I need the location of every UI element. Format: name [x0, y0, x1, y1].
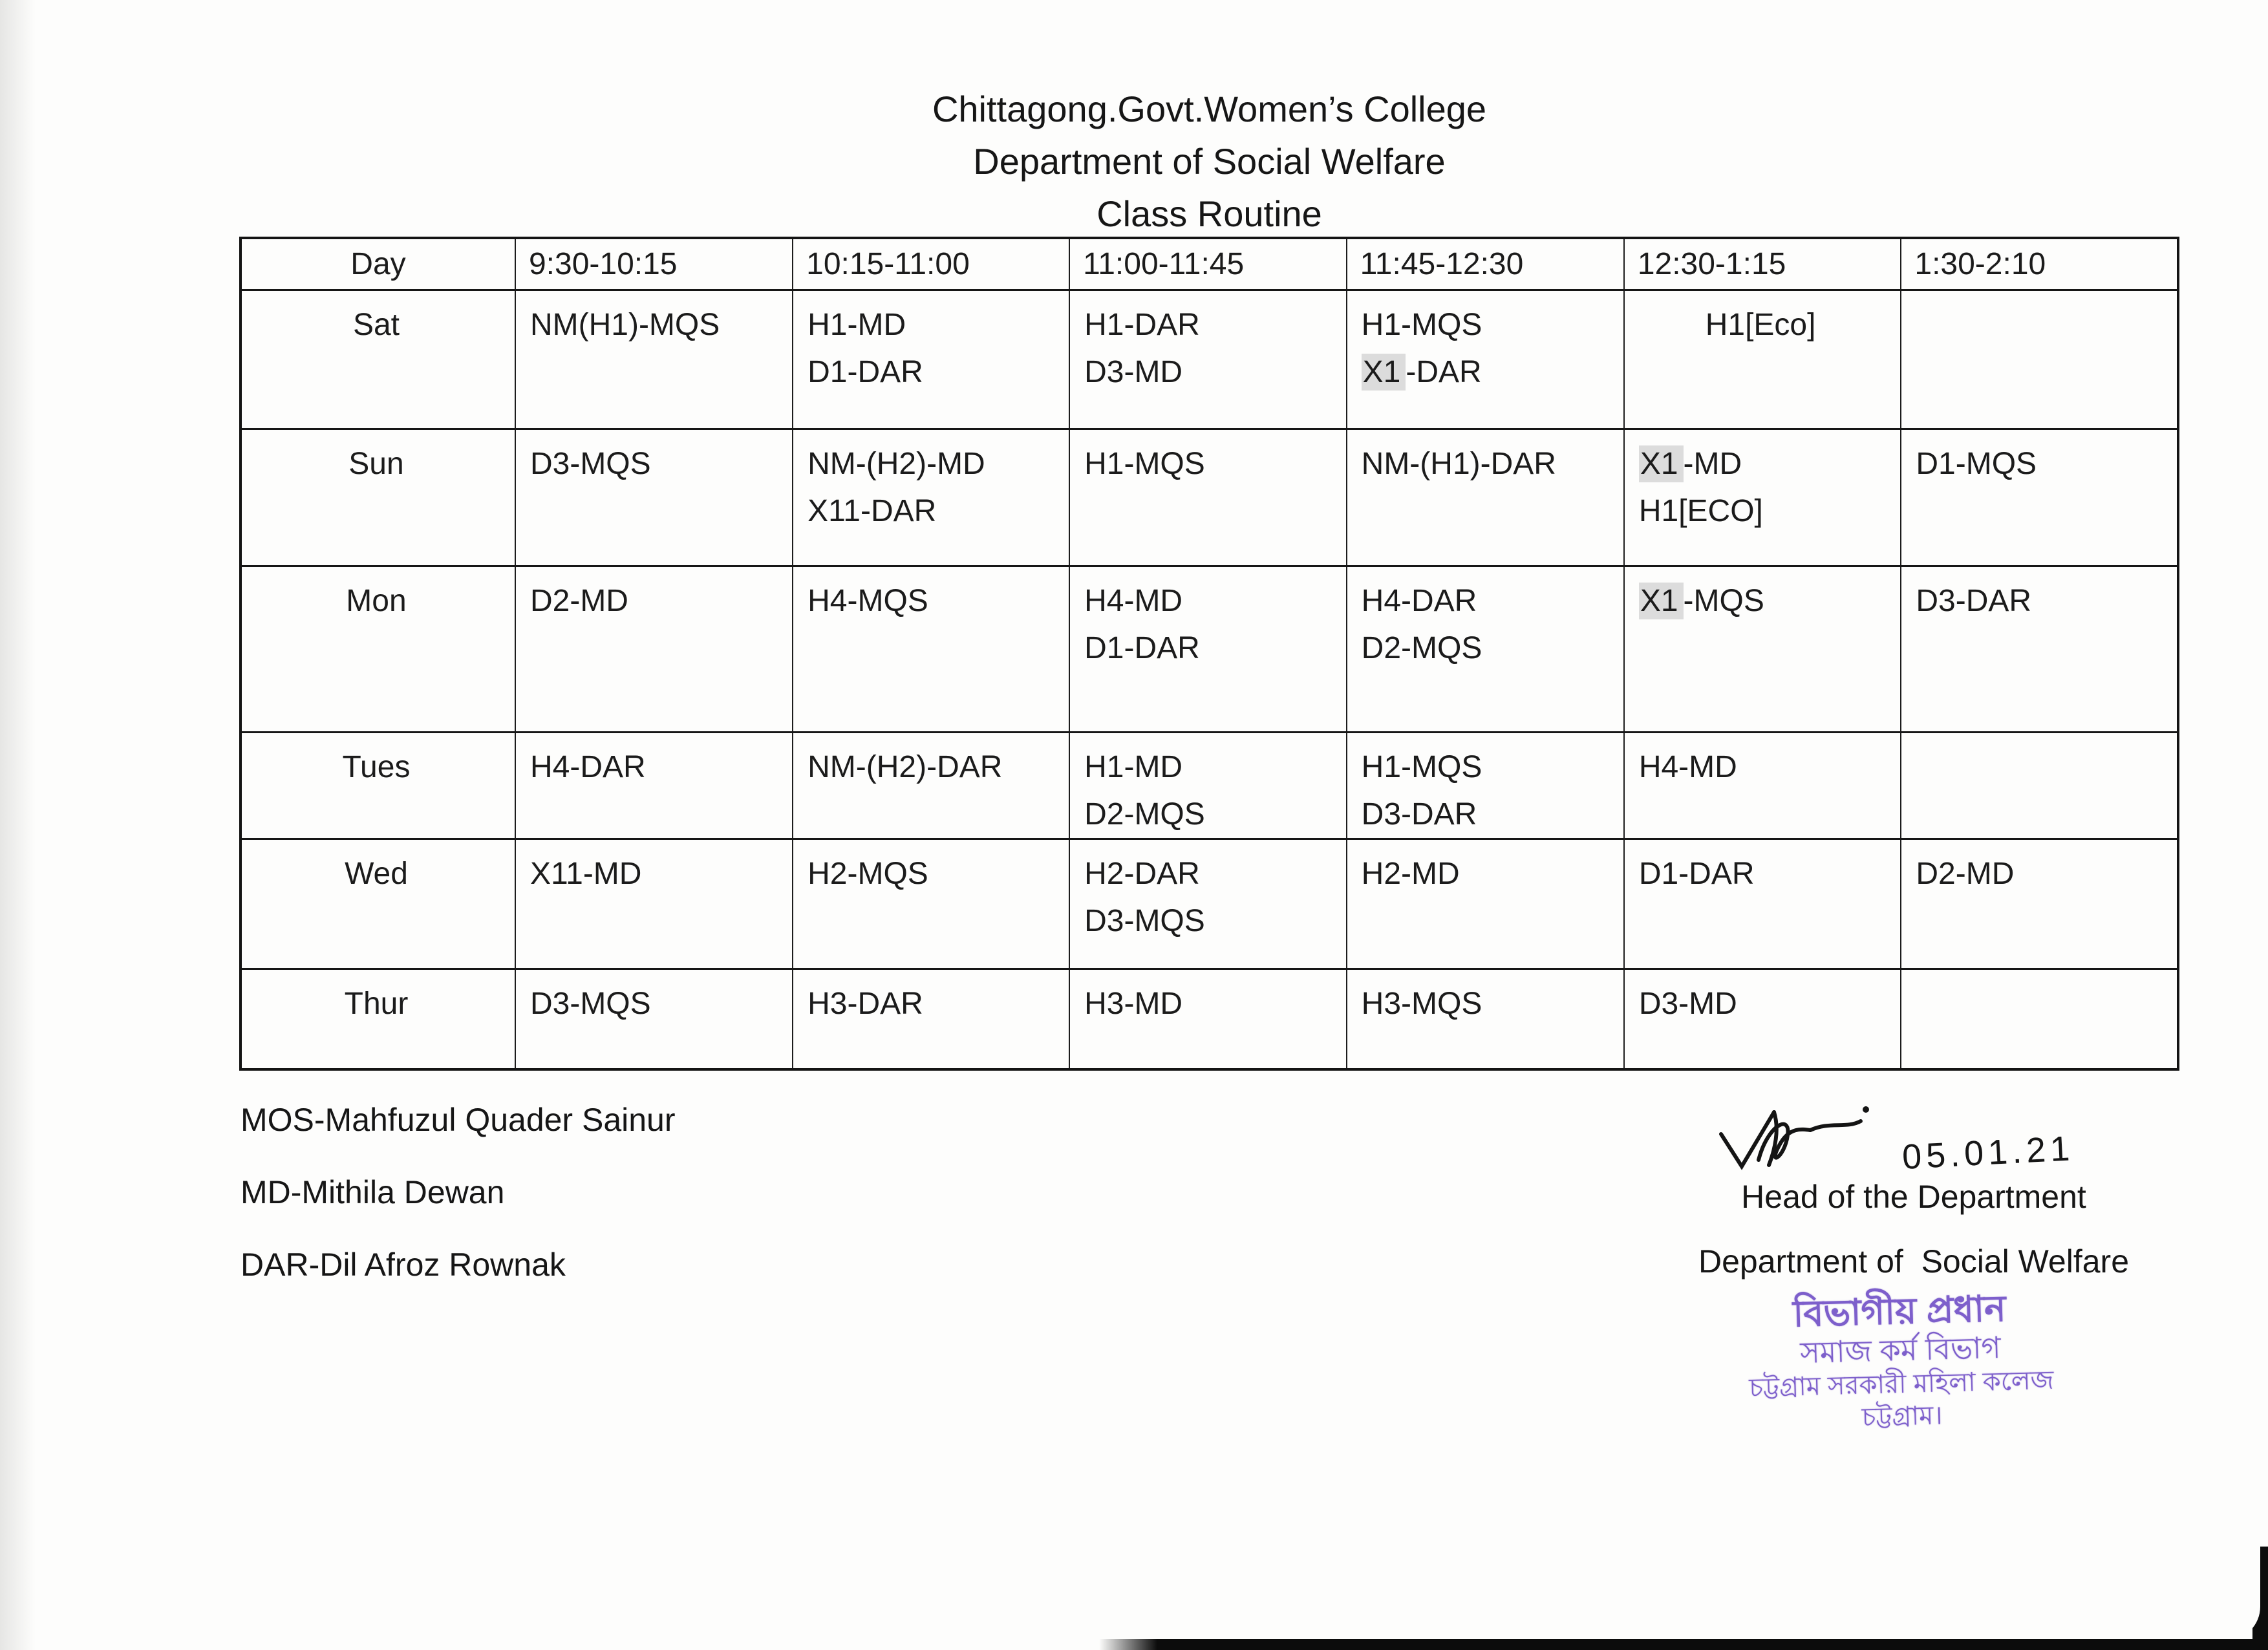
routine-cell [1347, 290, 1624, 429]
routine-cell [1901, 290, 2178, 429]
routine-cell [1901, 732, 2178, 839]
routine-cell [793, 969, 1069, 1069]
routine-cell [1069, 566, 1347, 732]
cell-line: H1[Eco] [1705, 307, 1816, 342]
class-routine-table [239, 237, 2179, 1071]
routine-cell [793, 732, 1069, 839]
cell-line: NM-(H1)-DAR [1361, 446, 1556, 481]
routine-cell [1624, 839, 1901, 969]
legend-item: DAR-Dil Afroz Rownak [241, 1247, 566, 1283]
routine-cell [1069, 839, 1347, 969]
cell-line: D2-MQS [1084, 797, 1205, 831]
document-title [239, 83, 2179, 240]
routine-cell [1624, 969, 1901, 1069]
routine-cell [1069, 429, 1347, 566]
legend-item: MOS-Mahfuzul Quader Sainur [241, 1102, 676, 1138]
cell-line: H4-DAR [1361, 583, 1477, 618]
cell-line: D3-MQS [530, 986, 651, 1021]
scan-edge-shade [0, 0, 36, 1650]
cell-line: D3-DAR [1361, 797, 1477, 831]
routine-cell [1624, 429, 1901, 566]
cell-line: H1-MQS [1361, 749, 1482, 784]
routine-cell [515, 566, 793, 732]
routine-cell [515, 732, 793, 839]
highlighted-text: X1 [1639, 583, 1684, 619]
cell-line: H1-MD [808, 307, 906, 342]
day-cell: Mon [241, 566, 515, 732]
cell-line: D1-DAR [808, 354, 923, 389]
day-cell: Wed [241, 839, 515, 969]
table-row [241, 969, 2178, 1069]
cell-line: X1 -MD [1640, 446, 1742, 481]
cell-line: D2-MD [530, 583, 628, 618]
routine-cell [1347, 839, 1624, 969]
title-line-department: Department of Social Welfare [973, 141, 1446, 182]
routine-cell [1069, 290, 1347, 429]
cell-line: NM(H1)-MQS [530, 307, 720, 342]
scanner-strip [1099, 1639, 2268, 1650]
header-row [241, 238, 2178, 290]
day-cell: Thur [241, 969, 515, 1069]
cell-line: H1[ECO] [1638, 493, 1763, 528]
cell-line: NM-(H2)-DAR [808, 749, 1003, 784]
day-cell: Sun [241, 429, 515, 566]
cell-line: X11-DAR [808, 493, 937, 528]
table-row [241, 839, 2178, 969]
highlighted-text: X1 [1639, 445, 1684, 482]
legend [241, 1102, 676, 1320]
cell-line: X11-MD [530, 856, 642, 891]
routine-cell [793, 566, 1069, 732]
title-line-college: Chittagong.Govt.Women’s College [932, 89, 1487, 129]
routine-cell [515, 429, 793, 566]
stamp-line: চট্টগ্রাম। [1861, 1401, 1943, 1432]
column-header: 12:30-1:15 [1624, 238, 1901, 290]
routine-cell [1901, 969, 2178, 1069]
table-row [241, 429, 2178, 566]
signature-dept-line: Department of Social Welfare [1698, 1243, 2130, 1280]
cell-line: H2-MD [1361, 856, 1460, 891]
routine-cell [1901, 839, 2178, 969]
cell-line: NM-(H2)-MD [808, 446, 985, 481]
cell-line: H2-MQS [808, 856, 928, 891]
signature-title-line: Head of the Department [1741, 1179, 2086, 1215]
routine-cell [1347, 969, 1624, 1069]
routine-cell [1624, 566, 1901, 732]
highlighted-text: X1 [1362, 354, 1406, 391]
cell-line: D1-DAR [1084, 630, 1200, 665]
routine-cell [1069, 732, 1347, 839]
cell-line: D3-DAR [1916, 583, 2032, 618]
routine-cell [1347, 566, 1624, 732]
routine-cell [1069, 969, 1347, 1069]
routine-cell [1347, 732, 1624, 839]
cell-line: D3-MQS [1084, 903, 1205, 938]
cell-line: H4-MQS [808, 583, 928, 618]
cell-line: H1-MQS [1084, 446, 1205, 481]
cell-line: H1-DAR [1084, 307, 1200, 342]
routine-cell [515, 290, 793, 429]
routine-body [241, 290, 2178, 1069]
column-header: 11:00-11:45 [1069, 238, 1347, 290]
routine-cell [515, 839, 793, 969]
cell-line: H1-MQS [1361, 307, 1482, 342]
table-row [241, 566, 2178, 732]
routine-cell [1347, 429, 1624, 566]
day-cell: Sat [241, 290, 515, 429]
routine-cell [793, 839, 1069, 969]
routine-cell [793, 429, 1069, 566]
cell-line: D3-MD [1084, 354, 1183, 389]
routine-cell [1901, 566, 2178, 732]
stamp-line: বিভাগীয় প্রধান [1792, 1287, 2007, 1334]
signature-date: 05.01.21 [1901, 1129, 2075, 1177]
column-header: 9:30-10:15 [515, 238, 793, 290]
table-row [241, 290, 2178, 429]
column-header: 11:45-12:30 [1347, 238, 1624, 290]
cell-line: H3-MD [1084, 986, 1183, 1021]
signature-icon [1712, 1103, 1912, 1177]
cell-line: D3-MD [1638, 986, 1737, 1021]
legend-item: MD-Mithila Dewan [241, 1174, 505, 1210]
routine-cell [1624, 290, 1901, 429]
page-corner [2202, 1530, 2260, 1640]
column-header: 1:30-2:10 [1901, 238, 2178, 290]
cell-line: D1-DAR [1638, 856, 1755, 891]
cell-line: H3-DAR [808, 986, 923, 1021]
cell-line: D1-MQS [1916, 446, 2037, 481]
cell-line: H2-DAR [1084, 856, 1200, 891]
column-header: Day [241, 238, 515, 290]
cell-line: X1 -DAR [1362, 354, 1482, 389]
routine-cell [1624, 732, 1901, 839]
cell-line: X1 -MQS [1640, 583, 1764, 618]
title-line-routine: Class Routine [1097, 193, 1322, 234]
day-cell: Tues [241, 732, 515, 839]
cell-line: D3-MQS [530, 446, 651, 481]
stamp-line: সমাজ কর্ম বিভাগ [1799, 1330, 2002, 1370]
stamp-line: চট্টগ্রাম সরকারী মহিলা কলেজ [1748, 1366, 2054, 1403]
cell-line: H1-MD [1084, 749, 1183, 784]
cell-line: D2-MQS [1361, 630, 1482, 665]
cell-line: H4-MD [1638, 749, 1737, 784]
cell-line: D2-MD [1916, 856, 2015, 891]
routine-cell [793, 290, 1069, 429]
cell-line: H4-MD [1084, 583, 1183, 618]
cell-line: H3-MQS [1361, 986, 1482, 1021]
table-row [241, 732, 2178, 839]
column-header: 10:15-11:00 [793, 238, 1069, 290]
department-stamp [1718, 1286, 2084, 1438]
cell-line: H4-DAR [530, 749, 646, 784]
routine-cell [515, 969, 793, 1069]
routine-cell [1901, 429, 2178, 566]
